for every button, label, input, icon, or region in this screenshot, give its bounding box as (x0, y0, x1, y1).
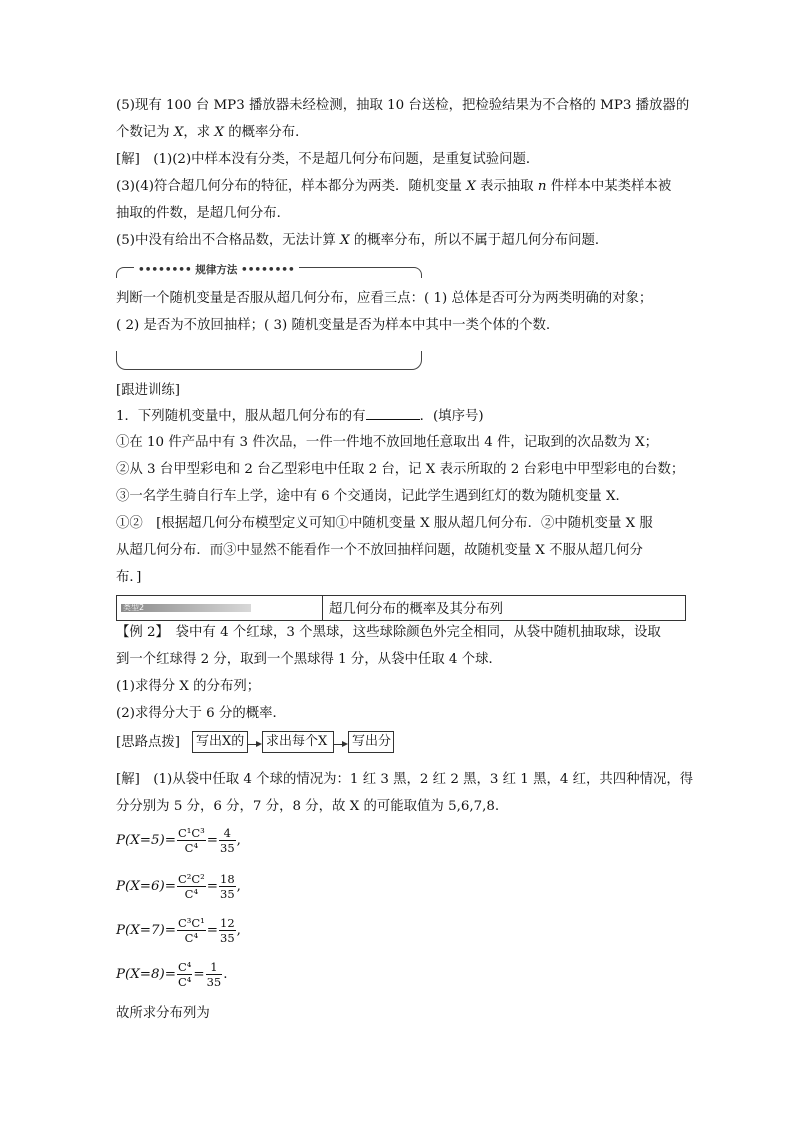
example-text: 到一个红球得 2 分，取到一个黑球得 1 分，从袋中任取 4 个球． (116, 652, 502, 667)
probability-formula: P(X=6)= $\frac{\text{C²C²}}{\text{C⁴}}$ = $\frac{18}{35}$ , (116, 872, 241, 901)
solution-line: [解] (1)从袋中任取 4 个球的情况为：1 红 3 黑，2 红 2 黑，3 红 1 黑，4 红，共四种情况，得 (116, 772, 694, 787)
closing-line: 故所求分布列为 (116, 1006, 210, 1021)
practice-question: 1．下列随机变量中，服从超几何分布的有 ．(填序号) (116, 406, 484, 427)
flow-step-3: 写出分 (348, 731, 394, 753)
flow-step-1: 写出X的 (192, 731, 248, 753)
option-1: ①在 10 件产品中有 3 件次品，一件一件地不放回地任意取出 4 件，记取到的次品数为 X； (116, 435, 659, 450)
option-2: ②从 3 台甲型彩电和 2 台乙型彩电中任取 2 台，记 X 表示所取的 2 台彩电中甲型彩电的台数； (116, 462, 685, 477)
practice-answer: 布．] (116, 570, 142, 585)
method-text: 判断一个随机变量是否服从超几何分布，应看三点：( 1) 总体是否可分为两类明确的对象； (116, 291, 653, 306)
text-line: 抽取的件数，是超几何分布． (116, 206, 291, 221)
hint-flow (192, 731, 394, 753)
solution-line: [解] (1)(2)中样本没有分类，不是超几何分布问题，是重复试验问题． (116, 152, 540, 167)
section-title: 超几何分布的概率及其分布列 (329, 602, 504, 617)
text-line: (3)(4)符合超几何分布的特征，样本都分为两类．随机变量 X 表示抽取 n 件样本中某类样本被 (116, 179, 672, 194)
probability-formula: P(X=5)= $\frac{\text{C¹C³}}{\text{C⁴}}$ = $\frac{4}{35}$ , (116, 826, 241, 855)
section-banner (116, 595, 686, 621)
probability-formula: P(X=7)= $\frac{\text{C³C¹}}{\text{C⁴}}$ = $\frac{12}{35}$ , (116, 916, 241, 945)
method-text: ( 2) 是否为不放回抽样；( 3) 随机变量是否为样本中其中一类个体的个数. (116, 318, 551, 333)
hint-label: [思路点拨] (116, 735, 181, 750)
probability-formula: P(X=8)= $\frac{\text{C⁴}}{\text{C⁴}}$ = $\frac{1}{35}$ . (116, 960, 228, 989)
text-line: 个数记为 X，求 X 的概率分布． (116, 125, 309, 140)
solution-line: 分分别为 5 分，6 分，7 分，8 分，故 X 的可能取值为 5,6,7,8. (116, 799, 500, 814)
practice-title: [跟进训练] (116, 383, 181, 398)
text-line: (5)中没有给出不合格品数，无法计算 X 的概率分布，所以不属于超几何分布问题． (116, 233, 609, 248)
option-3: ③一名学生骑自行车上学，途中有 6 个交通岗，记此学生遇到红灯的数为随机变量 X． (116, 489, 629, 504)
example-question-1: (1)求得分 X 的分布列； (116, 679, 261, 694)
example-question-2: (2)求得分大于 6 分的概率． (116, 706, 286, 721)
arrow-right-icon (248, 732, 262, 752)
answer-blank (366, 406, 420, 420)
section-tag (117, 596, 323, 620)
arrow-right-icon (334, 732, 348, 752)
practice-answer: ①② [根据超几何分布模型定义可知①中随机变量 X 服从超几何分布．②中随机变量 X 服 (116, 516, 653, 531)
method-box-bottom-border (116, 351, 422, 370)
method-box-header: •••••••• 规律方法 •••••••• (134, 262, 299, 277)
text-line: (5)现有 100 台 MP3 播放器未经检测，抽取 10 台送检，把检验结果为不合格的 MP3 播放器的 (116, 98, 690, 113)
practice-answer: 从超几何分布．而③中显然不能看作一个不放回抽样问题，故随机变量 X 不服从超几何分 (116, 543, 643, 558)
example-text: 【例 2】 袋中有 4 个红球，3 个黑球，这些球除颜色外完全相同，从袋中随机抽取球，设取 (116, 625, 661, 640)
tag-text: 类型2 (123, 603, 145, 612)
flow-step-2: 求出每个X (262, 731, 334, 753)
